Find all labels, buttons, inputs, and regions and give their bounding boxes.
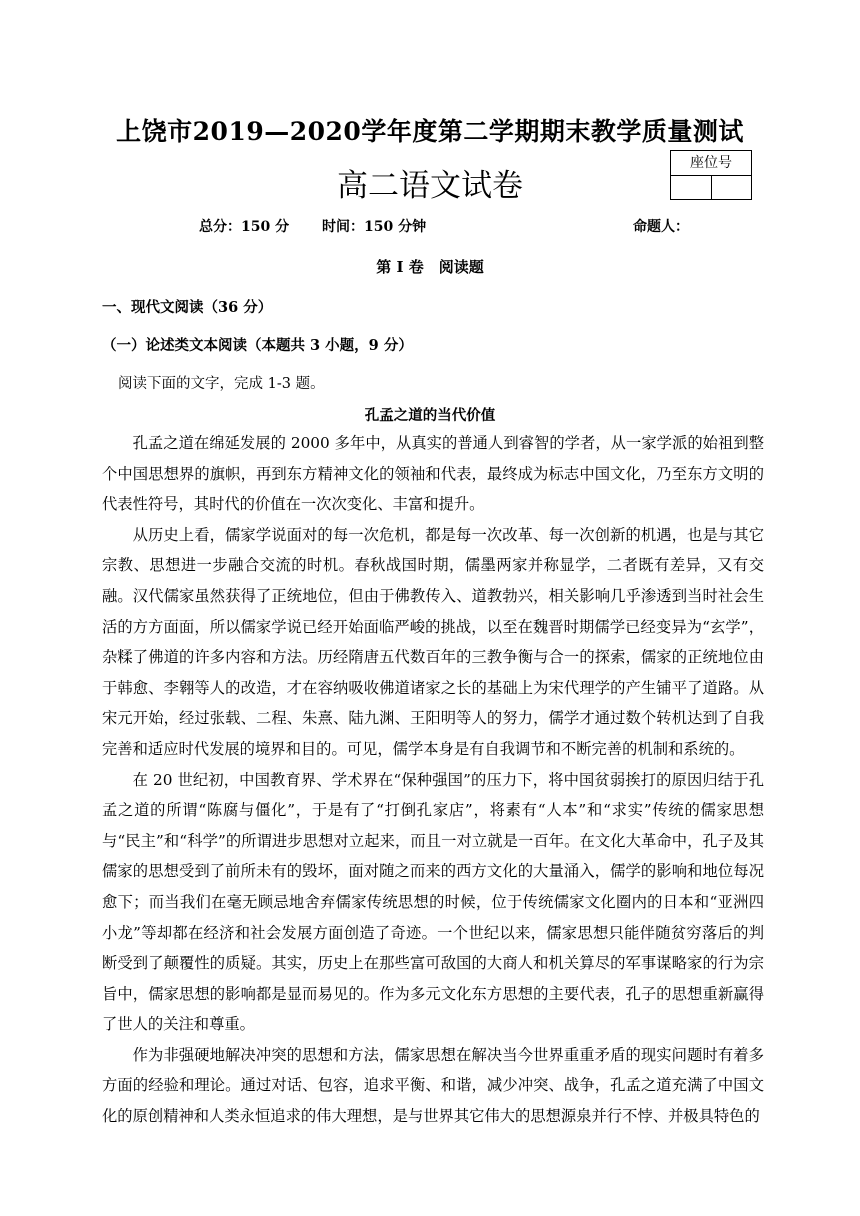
essay-paragraph: 从历史上看，儒家学说面对的每一次危机，都是每一次改革、每一次创新的机遇，也是与其它宗教、思想进一步融合交流的时机。春秋战国时期，儒墨两家并称显学，二者既有差异，又有交融。汉代儒家虽然获得了正统地位，但由于佛教传入、道教勃兴，相关影响几乎渗透到当时社会生活的方方面面，所以儒家学说已经开始面临严峻的挑战，以至在魏晋时期儒学已经变异为“玄学”，杂糅了佛道的许多内容和方法。历经隋唐五代数百年的三教争衡与合一的探索，儒家的正统地位由于韩愈、李翱等人的改造，才在容纳吸收佛道诸家之长的基础上为宋代理学的产生铺平了道路。从宋元开始，经过张载、二程、朱熹、陆九渊、王阳明等人的努力，儒学才通过数个转机达到了自我完善和适应时代发展的境界和目的。可见，儒学本身是有自我调节和不断完善的机制和系统的。 [102, 525, 764, 758]
seat-number-box [670, 150, 752, 200]
essay-paragraph: 作为非强硬地解决冲突的思想和方法，儒家思想在解决当今世界重重矛盾的现实问题时有着多方面的经验和理论。通过对话、包容，追求平衡、和谐，减少冲突、战争，孔孟之道充满了中国文化的原创精神和人类永恒追求的伟大理想，是与世界其它伟大的思想源泉并行不悖、并极具特色的 [102, 1045, 764, 1126]
essay-title: 孔孟之道的当代价值 [364, 407, 496, 424]
exam-time: 时间：150 分钟 [322, 219, 427, 235]
total-score: 总分：150 分 [199, 219, 290, 235]
section-heading: 一、现代文阅读（36 分） [102, 299, 273, 316]
seat-number-cell-left [671, 176, 712, 200]
volume-title: 第 I 卷 阅读题 [376, 258, 484, 276]
seat-number-label: 座位号 [671, 151, 751, 176]
reading-instruction: 阅读下面的文字，完成 1-3 题。 [118, 376, 325, 392]
seat-number-cell-right [712, 176, 752, 200]
subsection-heading: （一）论述类文本阅读（本题共 3 小题，9 分） [102, 337, 413, 354]
exam-sub-title: 高二语文试卷 [337, 168, 523, 204]
seat-number-cells [671, 176, 751, 200]
exam-main-title: 上饶市2019—2020学年度第二学期期末教学质量测试 [116, 117, 744, 146]
essay-body [102, 428, 764, 1132]
essay-paragraph: 在 20 世纪初，中国教育界、学术界在“保种强国”的压力下，将中国贫弱挨打的原因归结于孔孟之道的所谓“陈腐与僵化”，于是有了“打倒孔家店”，将素有“人本”和“求实”传统的儒家思想与“民主”和“科学”的所谓进步思想对立起来，而且一对立就是一百年。在文化大革命中，孔子及其儒家的思想受到了前所未有的毁坏，面对随之而来的西方文化的大量涌入，儒学的影响和地位每况愈下；而当我们在毫无顾忌地舍弃儒家传统思想的时候，位于传统儒家文化圈内的日本和“亚洲四小龙”等却都在经济和社会发展方面创造了奇迹。一个世纪以来，儒家思想只能伴随贫穷落后的判断受到了颠覆性的质疑。其实，历史上在那些富可敌国的大商人和机关算尽的军事谋略家的行为宗旨中，儒家思想的影响都是显而易见的。作为多元文化东方思想的主要代表，孔子的思想重新赢得了世人的关注和尊重。 [102, 770, 764, 1034]
essay-paragraph: 孔孟之道在绵延发展的 2000 多年中，从真实的普通人到睿智的学者，从一家学派的始祖到整个中国思想界的旗帜，再到东方精神文化的领袖和代表，最终成为标志中国文化，乃至东方文明的代表性符号，其时代的价值在一次次变化、丰富和提升。 [102, 434, 764, 514]
exam-author: 命题人： [633, 219, 689, 235]
